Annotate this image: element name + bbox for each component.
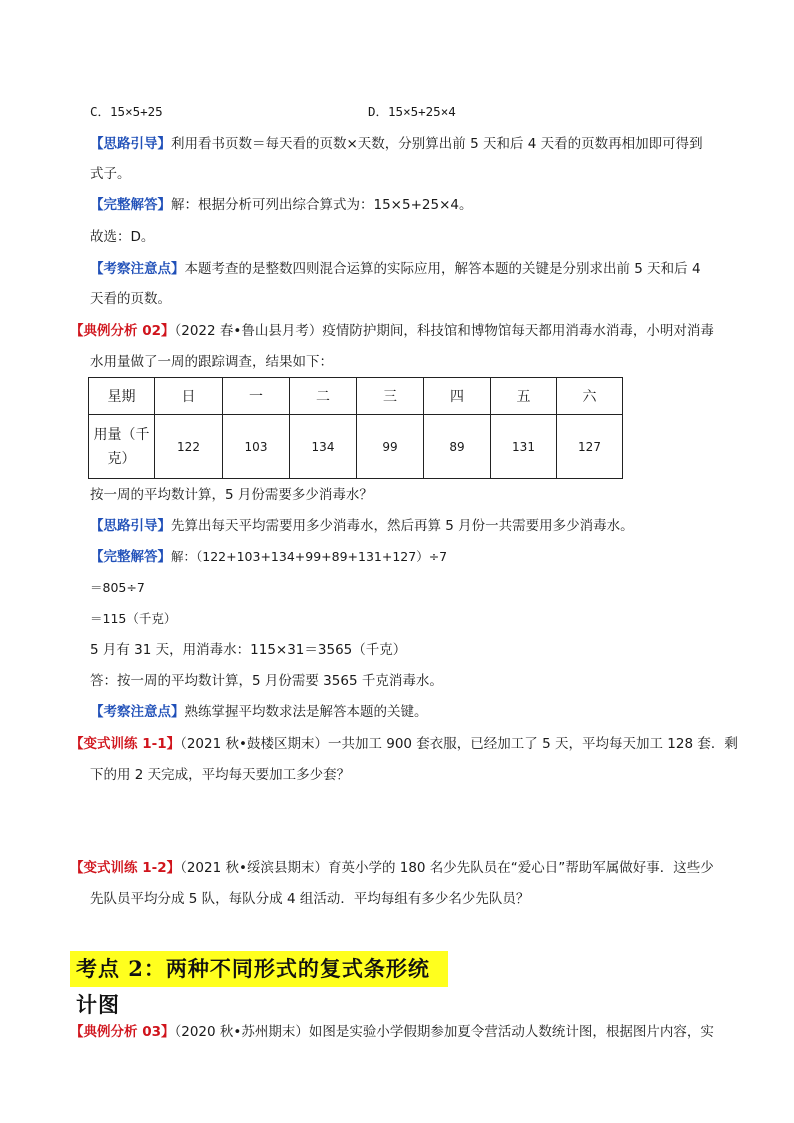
answer-text: 解：（122+103+134+99+89+131+127）÷7: [171, 549, 448, 564]
table-value: 89: [424, 415, 491, 479]
example02-line1: [70, 321, 714, 341]
table-day: 六: [557, 378, 623, 415]
example-text: （2020 秋•苏州期末）如图是实验小学假期参加夏令营活动人数统计图，根据图片内容，实: [174, 1024, 714, 1040]
table-value: 103: [223, 415, 290, 479]
example02-line2: 水用量做了一周的跟踪调查，结果如下：: [90, 354, 333, 370]
table-value: 134: [290, 415, 357, 479]
answer-tag: 【完整解答】: [90, 197, 171, 213]
hint-text: 利用看书页数＝每天看的页数×天数，分别算出前 5 天和后 4 天看的页数再相加即可得到: [171, 136, 703, 152]
variant11-line1: [70, 734, 738, 754]
variant-text: （2021 秋•鼓楼区期末）一共加工 900 套衣服，已经加工了 5 天，平均每天加工 128 套．剩: [180, 736, 738, 752]
table-day: 五: [491, 378, 557, 415]
answer-text: 解：根据分析可列出综合算式为：15×5+25×4。: [171, 197, 473, 213]
q1-note-line1: [90, 259, 701, 279]
example-tag: 【典例分析 02】: [70, 323, 175, 339]
q1-hint-line1: [90, 134, 703, 154]
variant-tag: 【变式训练 1-2】: [70, 860, 181, 876]
row-label-part1: 用量（千: [93, 426, 150, 443]
example02-question: 按一周的平均数计算，5 月份需要多少消毒水？: [90, 487, 373, 503]
note-text: 本题考查的是整数四则混合运算的实际应用，解答本题的关键是分别求出前 5 天和后 4: [184, 261, 701, 277]
table-header-row: [89, 378, 623, 415]
example02-hint: [90, 516, 634, 536]
hint-text: 先算出每天平均需要用多少消毒水，然后再算 5 月份一共需要用多少消毒水。: [171, 518, 634, 534]
note-tag: 【考察注意点】: [90, 261, 185, 277]
example02-step1: ＝805÷7: [90, 580, 145, 595]
table-value: 122: [155, 415, 223, 479]
example02-answer: [90, 547, 447, 567]
q1-choose: 故选：D。: [90, 229, 155, 245]
table-day: 二: [290, 378, 357, 415]
table-day: 日: [155, 378, 223, 415]
section-banner: 考点 2：两种不同形式的复式条形统计图: [70, 951, 448, 987]
table-value: 127: [557, 415, 623, 479]
variant11-line2: 下的用 2 天完成，平均每天要加工多少套？: [90, 767, 351, 783]
table-value-row: [89, 415, 623, 479]
variant-tag: 【变式训练 1-1】: [70, 736, 181, 752]
table-header-label: 星期: [89, 378, 155, 415]
example02-step2: ＝115（千克）: [90, 611, 177, 626]
row-label-part2: 克）: [107, 450, 136, 467]
example-tag: 【典例分析 03】: [70, 1024, 175, 1040]
table-day: 四: [424, 378, 491, 415]
variant12-line1: [70, 858, 714, 878]
q1-answer: [90, 195, 472, 215]
table-value: 131: [491, 415, 557, 479]
variant12-line2: 先队员平均分成 5 队，每队分成 4 组活动．平均每组有多少名少先队员？: [90, 891, 530, 907]
hint-tag: 【思路引导】: [90, 136, 171, 152]
example02-step3: 5 月有 31 天，用消毒水：115×31＝3565（千克）: [90, 642, 407, 658]
table-value: 99: [357, 415, 424, 479]
example02-reply: 答：按一周的平均数计算，5 月份需要 3565 千克消毒水。: [90, 673, 443, 689]
table-row-label: [89, 415, 155, 479]
q1-hint-line2: 式子。: [90, 166, 131, 182]
hint-tag: 【思路引导】: [90, 518, 171, 534]
example02-note: [90, 702, 428, 722]
example-text: （2022 春•鲁山县月考）疫情防护期间，科技馆和博物馆每天都用消毒水消毒，小明对消毒: [174, 323, 714, 339]
q1-note-line2: 天看的页数。: [90, 291, 171, 307]
table-day: 一: [223, 378, 290, 415]
table-day: 三: [357, 378, 424, 415]
choice-d: D．15×5+25×4: [368, 104, 456, 119]
usage-table: [88, 377, 623, 479]
note-tag: 【考察注意点】: [90, 704, 185, 720]
answer-tag: 【完整解答】: [90, 549, 171, 565]
note-text: 熟练掌握平均数求法是解答本题的关键。: [184, 704, 428, 720]
example03-line1: [70, 1022, 714, 1042]
choice-c: C．15×5+25: [90, 104, 163, 119]
variant-text: （2021 秋•绥滨县期末）育英小学的 180 名少先队员在“爱心日”帮助军属做好事．这些少: [180, 860, 714, 876]
